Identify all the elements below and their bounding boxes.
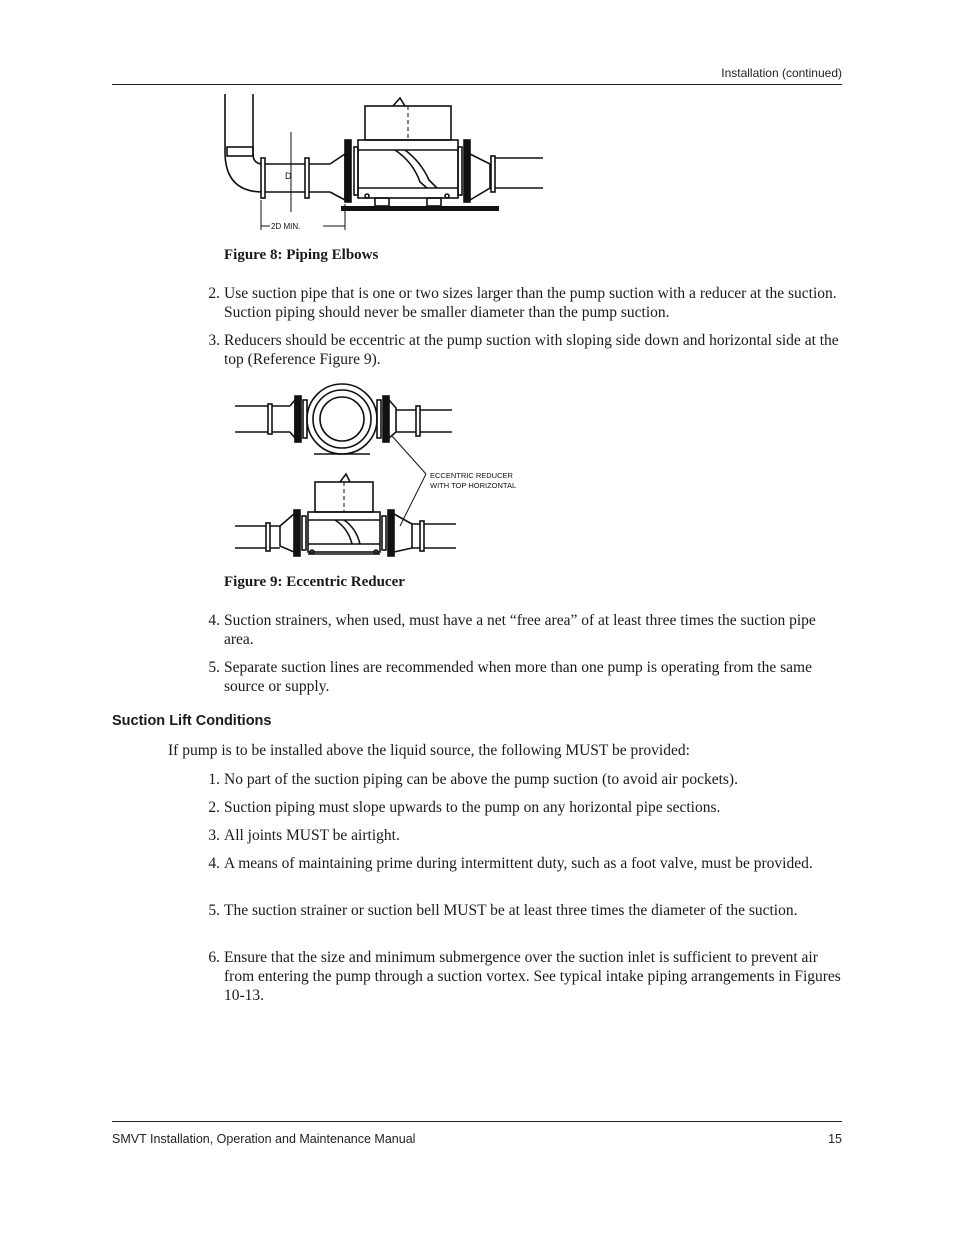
figure-8-piping-elbows [215, 92, 550, 237]
page-header [112, 62, 842, 85]
section-intro: If pump is to be installed above the liquid source, the following MUST be provided: [168, 742, 690, 759]
fig8-label-d: D [285, 171, 292, 181]
list-item: 5. The suction strainer or suction bell MUST be at least three times the diameter of the suction. [208, 902, 798, 919]
figure-9-eccentric-reducer [230, 376, 520, 571]
list-item: 4. A means of maintaining prime during intermittent duty, such as a foot valve, must be provided. [208, 855, 813, 872]
list-item: 6. Ensure that the size and minimum submergence over the suction inlet is sufficient to prevent air from entering the pump through a suction vortex. See typical intake piping arrangements in Figures 10-13. [208, 949, 841, 1004]
header-section-title: Installation (continued) [721, 66, 842, 80]
figure-9-caption: Figure 9: Eccentric Reducer [224, 574, 405, 590]
list-item: 4. Suction strainers, when used, must have a net “free area” of at least three times the suction pipe area. [208, 612, 816, 648]
list-item: 1. No part of the suction piping can be above the pump suction (to avoid air pockets). [208, 771, 738, 788]
list-item: 2. Suction piping must slope upwards to the pump on any horizontal pipe sections. [208, 799, 721, 816]
fig9-callout-line1: ECCENTRIC REDUCER [430, 471, 513, 480]
fig8-label-2d: 2D MIN. [271, 222, 301, 231]
page-footer [112, 1121, 842, 1152]
list-item: 3. Reducers should be eccentric at the pump suction with sloping side down and horizontal side at the top (Reference Figure 9). [208, 332, 839, 368]
figure-8-caption: Figure 8: Piping Elbows [224, 247, 379, 263]
list-item: 2. Use suction pipe that is one or two sizes larger than the pump suction with a reducer at the suction. Suction piping should never be smaller diameter than the pump suction. [208, 285, 837, 321]
footer-manual-title: SMVT Installation, Operation and Maintenance Manual [112, 1132, 416, 1146]
list-item: 3. All joints MUST be airtight. [208, 827, 400, 844]
section-heading: Suction Lift Conditions [112, 713, 272, 729]
list-item: 5. Separate suction lines are recommended when more than one pump is operating from the same source or supply. [208, 659, 812, 695]
fig9-callout-line2: WITH TOP HORIZONTAL [430, 481, 517, 490]
footer-page-number: 15 [828, 1132, 842, 1146]
